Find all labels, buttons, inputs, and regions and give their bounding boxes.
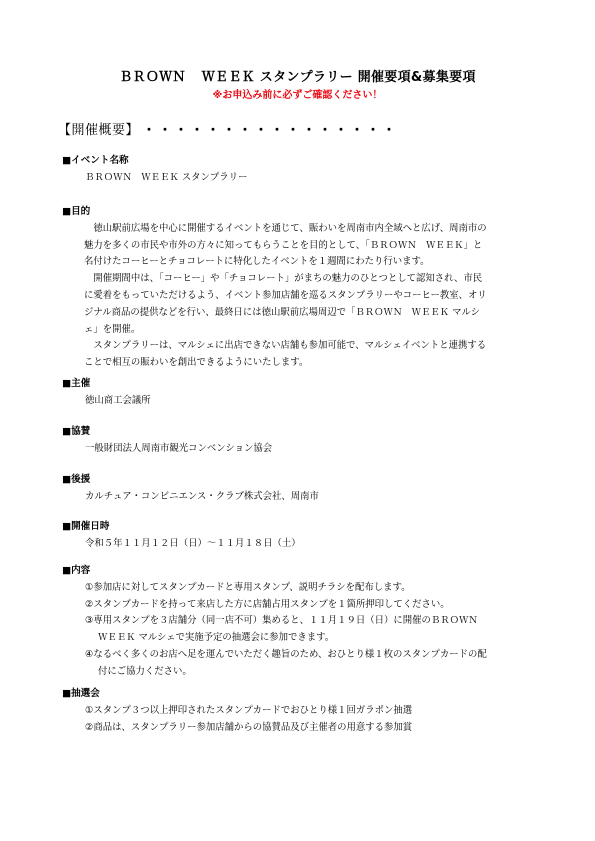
purpose-line: 開催期間中は、「コーヒー」や「チョコレート」がまちの魅力のひとつとして認知され、市民: [84, 273, 483, 285]
section-title-event-name: ■イベント名称: [62, 155, 129, 166]
content-item: [85, 647, 555, 681]
content-item: [85, 580, 555, 597]
title-brown: ＢＲＯＷＮ: [119, 70, 186, 85]
content-item: [85, 613, 555, 647]
overview-heading: [58, 119, 399, 138]
lottery-item: ②商品は、スタンプラリー参加店舗からの協賛品及び主催者の用意する参加賞: [85, 721, 413, 733]
content-item-text: ①参加店に対してスタンプカードと専用スタンプ、説明チラシを配布します。: [85, 581, 411, 593]
overview-dots: ・・・・・・・・・・・・・・・・: [142, 123, 399, 138]
section-purpose: [62, 204, 555, 372]
section-organizer: [62, 376, 555, 410]
purpose-line: 名付けたコーヒーとチョコレートに特化したイベントを１週間にわたり行います。: [84, 256, 430, 268]
section-dates: [62, 519, 555, 553]
overview-label: 【開催概要】: [58, 123, 133, 138]
purpose-line: に愛着をもっていただけるよう、イベント参加店舗を巡るスタンプラリーやコーヒー教室、オリ: [84, 289, 487, 301]
lottery-list: [62, 703, 555, 737]
lottery-item: ①スタンプ３つ以上押印されたスタンプカードでおひとり様１回ガラポン抽選: [85, 704, 413, 716]
content-item-continuation: ＷＥＥＫ マルシェで実施予定の抽選会に参加できます。: [98, 632, 335, 644]
cosponsor-value: 一般財団法人周南市観光コンベンション協会: [85, 442, 273, 454]
document-title: [0, 66, 595, 85]
content-item-continuation: 付にご協力ください。: [98, 665, 192, 677]
purpose-body: [62, 221, 555, 372]
section-title-content: ■内容: [62, 565, 91, 576]
purpose-line: 魅力を多くの市民や市外の方々に知ってもらうことを目的として、「ＢＲＯＷＮ ＷＥＥＫ」と: [84, 239, 483, 251]
purpose-line: ジナル商品の提供などを行い、最終日には徳山駅前広場周辺で「ＢＲＯＷＮ ＷＥＥＫ マルシ: [84, 306, 481, 318]
purpose-line: ェ」を開催。: [84, 323, 141, 335]
dates-value: 令和５年１１月１２日（日）～１１月１８日（土）: [85, 537, 301, 549]
purpose-line: ことで相互の賑わいを創出できるようにいたします。: [84, 357, 309, 369]
section-cosponsor: [62, 424, 555, 458]
section-title-dates: ■開催日時: [62, 521, 110, 532]
section-support: [62, 472, 555, 506]
section-title-organizer: ■主催: [62, 378, 91, 389]
section-lottery: [62, 686, 555, 736]
section-title-support: ■後援: [62, 474, 91, 485]
purpose-line: 徳山駅前広場を中心に開催するイベントを通じて、賑わいを周南市内全域へと広げ、周南市の: [84, 222, 487, 234]
content-item-text: ②スタンプカードを持って来店した方に店舗占用スタンプを１箇所押印してください。: [85, 598, 450, 610]
content-item-text: ③専用スタンプを３店舗分（同一店不可）集めると、１１月１９日（日）に開催のＢＲＯＷＮ: [85, 615, 478, 627]
section-title-cosponsor: ■協賛: [62, 426, 91, 437]
confirmation-notice: ※お申込み前に必ずご確認ください！: [212, 90, 383, 101]
purpose-line: スタンプラリーは、マルシェに出店できない店舗も参加可能で、マルシェイベントと連携する: [84, 340, 487, 352]
section-title-lottery: ■抽選会: [62, 688, 100, 699]
content-item-text: ④なるべく多くのお店へ足を運んでいただく趣旨のため、おひとり様１枚のスタンプカードの配: [85, 648, 487, 660]
content-list: [62, 580, 555, 681]
content-item: [85, 597, 555, 614]
section-content: [62, 563, 555, 681]
title-rest: スタンプラリー 開催要項&募集要項: [259, 70, 476, 85]
support-value: カルチュア・コンビニエンス・クラブ株式会社、周南市: [85, 490, 319, 502]
event-name-value: ＢＲＯＷＮ ＷＥＥＫ スタンプラリー: [85, 171, 248, 183]
title-week: ＷＥＥＫ: [201, 70, 255, 85]
organizer-value: 徳山商工会議所: [85, 394, 151, 406]
section-event-name: [62, 153, 555, 187]
section-title-purpose: ■目的: [62, 206, 91, 217]
